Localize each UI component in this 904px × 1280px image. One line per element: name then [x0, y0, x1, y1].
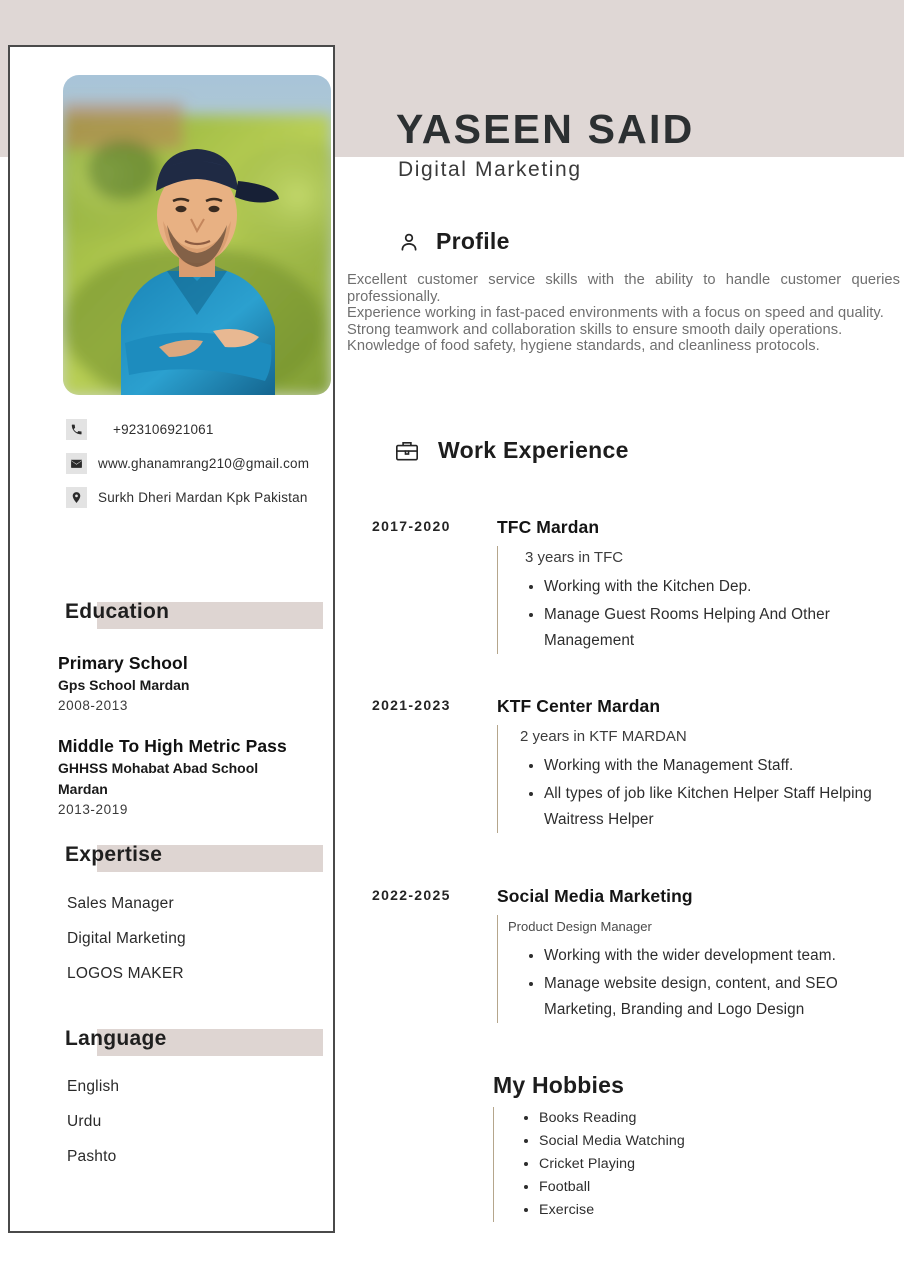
hobbies-section: [493, 1072, 893, 1222]
work-experience-entry: [347, 695, 903, 835]
profile-text: [347, 272, 900, 355]
list-item: LOGOS MAKER: [67, 965, 184, 982]
education-item: [58, 652, 337, 716]
sidebar-panel: [8, 45, 335, 1233]
phone-icon: [66, 419, 87, 440]
education-years: 2013-2019: [58, 802, 128, 817]
job-date: 2021-2023: [372, 697, 451, 713]
list-item: • All types of job like Kitchen Helper Staff Helping Waitress Helper: [544, 781, 903, 833]
job-date: 2017-2020: [372, 518, 451, 534]
language-heading-label: Language: [65, 1027, 167, 1050]
language-list: [67, 1069, 337, 1174]
contact-phone[interactable]: [66, 412, 336, 446]
expertise-list: [67, 886, 337, 991]
profile-line: Strong teamwork and collaboration skills to ensure smooth daily operations.: [347, 321, 843, 338]
job-company: Social Media Marketing: [497, 886, 693, 906]
expertise-heading-label: Expertise: [65, 843, 163, 866]
list-item: • Manage website design, content, and SEO Marketing, Branding and Logo Design: [544, 971, 903, 1023]
list-item: Digital Marketing: [67, 930, 186, 947]
expertise-heading: [57, 845, 323, 872]
list-item: • Exercise: [539, 1199, 893, 1222]
list-item: • Working with the Management Staff.: [544, 753, 903, 779]
education-school: GHHSS Mohabat Abad School Mardan: [58, 760, 259, 797]
work-experience-entry: [347, 516, 903, 656]
list-item: • Working with the wider development team.: [544, 943, 903, 969]
language-section: [10, 1029, 337, 1174]
page-title: YASEEN SAID: [396, 106, 695, 152]
profile-line: Excellent customer service skills with the ability to handle customer queries professionally.: [347, 272, 900, 305]
job-bullet-list: [498, 574, 903, 654]
contact-address: [66, 480, 336, 514]
profile-line: Experience working in fast-paced environments with a focus on speed and quality.: [347, 305, 884, 322]
list-item: • Cricket Playing: [539, 1153, 893, 1176]
job-company: KTF Center Mardan: [497, 696, 661, 716]
profile-photo: [63, 75, 331, 395]
list-item: • Books Reading: [539, 1107, 893, 1130]
list-item: Pashto: [67, 1148, 117, 1165]
list-item: English: [67, 1078, 120, 1095]
expertise-section: [10, 845, 337, 991]
contact-email-value: www.ghanamrang210@gmail.com: [98, 455, 310, 471]
job-bullet-list: [498, 753, 903, 833]
job-bullet-list: [498, 943, 903, 1023]
work-experience-heading: [394, 437, 629, 464]
profile-heading: [398, 228, 510, 255]
education-heading-label: Education: [65, 600, 170, 623]
education-school: Gps School Mardan: [58, 677, 190, 693]
contact-address-value: Surkh Dheri Mardan Kpk Pakistan: [98, 489, 308, 505]
hobbies-list: [494, 1107, 893, 1222]
list-item: • Manage Guest Rooms Helping And Other Management: [544, 602, 903, 654]
list-item: Sales Manager: [67, 895, 174, 912]
education-degree: Primary School: [58, 653, 188, 673]
education-heading: [57, 602, 323, 629]
contact-list: [66, 412, 336, 514]
profile-heading-label: Profile: [436, 228, 510, 254]
job-role-subtitle: Digital Marketing: [398, 158, 582, 181]
work-experience-entry: [347, 885, 903, 1025]
job-summary: 3 years in TFC: [525, 549, 624, 566]
contact-email[interactable]: [66, 446, 336, 480]
list-item: • Football: [539, 1176, 893, 1199]
language-heading: [57, 1029, 323, 1056]
education-years: 2008-2013: [58, 698, 128, 713]
job-summary: Product Design Manager: [508, 919, 652, 934]
job-date: 2022-2025: [372, 887, 451, 903]
list-item: • Working with the Kitchen Dep.: [544, 574, 903, 600]
list-item: Urdu: [67, 1113, 102, 1130]
contact-phone-value: +923106921061: [113, 421, 214, 437]
person-icon: [398, 231, 420, 253]
location-pin-icon: [66, 487, 87, 508]
education-degree: Middle To High Metric Pass: [58, 736, 287, 756]
job-company: TFC Mardan: [497, 517, 600, 537]
hobbies-heading: My Hobbies: [493, 1072, 625, 1098]
education-item: [58, 735, 337, 820]
profile-line: Knowledge of food safety, hygiene standards, and cleanliness protocols.: [347, 338, 820, 355]
job-summary: 2 years in KTF MARDAN: [520, 728, 687, 745]
briefcase-icon: [394, 438, 420, 464]
list-item: • Social Media Watching: [539, 1130, 893, 1153]
education-section: [10, 602, 337, 820]
work-experience-heading-label: Work Experience: [438, 437, 629, 463]
envelope-icon: [66, 453, 87, 474]
